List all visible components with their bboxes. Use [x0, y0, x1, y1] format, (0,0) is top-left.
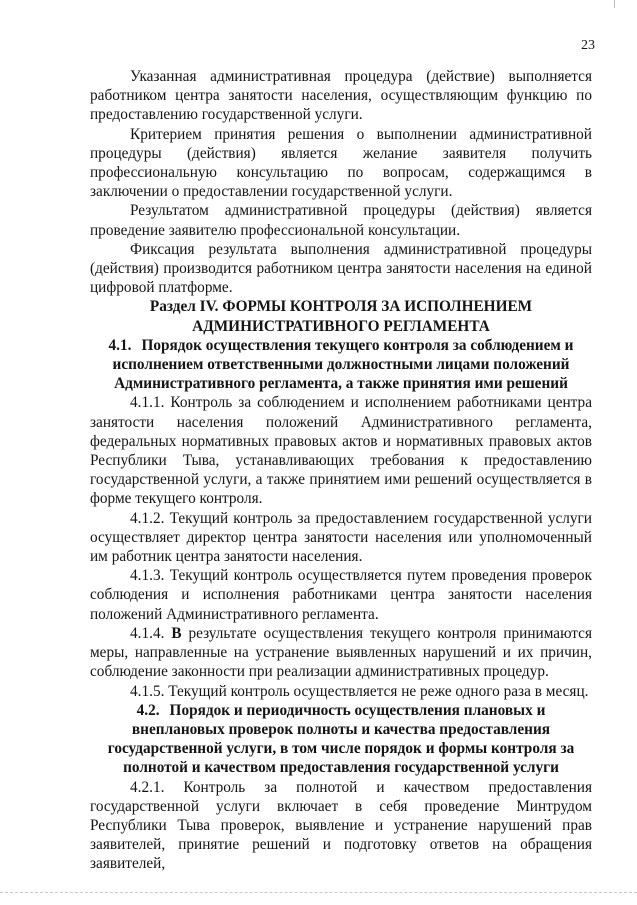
paragraph-rest: результате осуществления текущего контроля принимаются меры, направленные на устранение выявленных нарушений и их причин, соблюдение законности при реализации административных процедур.	[90, 624, 592, 681]
subsection-heading-4-1	[90, 336, 592, 394]
paragraph: Результатом административной процедуры (действия) является проведение заявителю профессиональной консультации.	[90, 202, 592, 239]
paragraph: 4.1.2. Текущий контроль за предоставлением государственной услуги осуществляет директор центра занятости населения или уполномоченный им работник центра занятости населения.	[90, 509, 592, 566]
page-body	[90, 67, 592, 874]
bold-word: В	[171, 624, 182, 642]
paragraph: 4.2.1. Контроль за полнотой и качеством предоставления государственной услуги включает в себя проведение Минтрудом Республики Тыва проверок, выявление и устранение нарушений прав заявителей, принятие решений и подготовку ответов на обращения заявителей,	[90, 778, 592, 873]
subsection-title: Порядок и периодичность осуществления плановых и внеплановых проверок полноты и качества предоставления государственной услуги, в том числе порядок и формы контроля за полнотой и качеством предоставления государственной услуги	[107, 701, 575, 777]
paragraph-4-1-4	[90, 624, 592, 682]
subsection-number: 4.1.	[108, 336, 132, 354]
paragraph: Фиксация результата выполнения административной процедуры (действия) производится работником центра занятости населения на единой цифровой платформе.	[90, 240, 592, 297]
paragraph: 4.1.1. Контроль за соблюдением и исполнением работниками центра занятости населения положений Административного регламента, федеральных нормативных правовых актов и нормативных правовых актов Республики Тыва, устанавливающих требования к предоставлению государственной услуги, а также принятием ими решений осуществляется в форме текущего контроля.	[90, 394, 592, 508]
page-number: 23	[581, 38, 595, 53]
section-heading: Раздел IV. ФОРМЫ КОНТРОЛЯ ЗА ИСПОЛНЕНИЕМ АДМИНИСТРАТИВНОГО РЕГЛАМЕНТА	[149, 298, 533, 335]
subsection-number: 4.2.	[136, 701, 160, 719]
paragraph: Критерием принятия решения о выполнении административной процедуры (действия) является желание заявителя получить профессиональную консультацию по вопросам, содержащимся в заключении о предоставлении государственной услуги.	[90, 125, 592, 201]
subsection-title: Порядок осуществления текущего контроля за соблюдением и исполнением ответственными должностными лицами положений Административного регламента, а также принятия ими решений	[112, 336, 574, 393]
paragraph: 4.1.5. Текущий контроль осуществляется не реже одного раза в месяц.	[130, 682, 589, 700]
paragraph: Указанная административная процедура (действие) выполняется работником центра занятости населения, осуществляющим функцию по предоставлению государственной услуги.	[90, 68, 592, 124]
paragraph-prefix: 4.1.4.	[130, 624, 172, 642]
scan-edge-mark	[614, 0, 615, 8]
paragraph: 4.1.3. Текущий контроль осуществляется путем проведения проверок соблюдения и исполнения работниками центра занятости населения положений Административного регламента.	[90, 567, 592, 623]
subsection-heading-4-2	[90, 701, 592, 778]
scan-artifact-line	[0, 892, 637, 893]
